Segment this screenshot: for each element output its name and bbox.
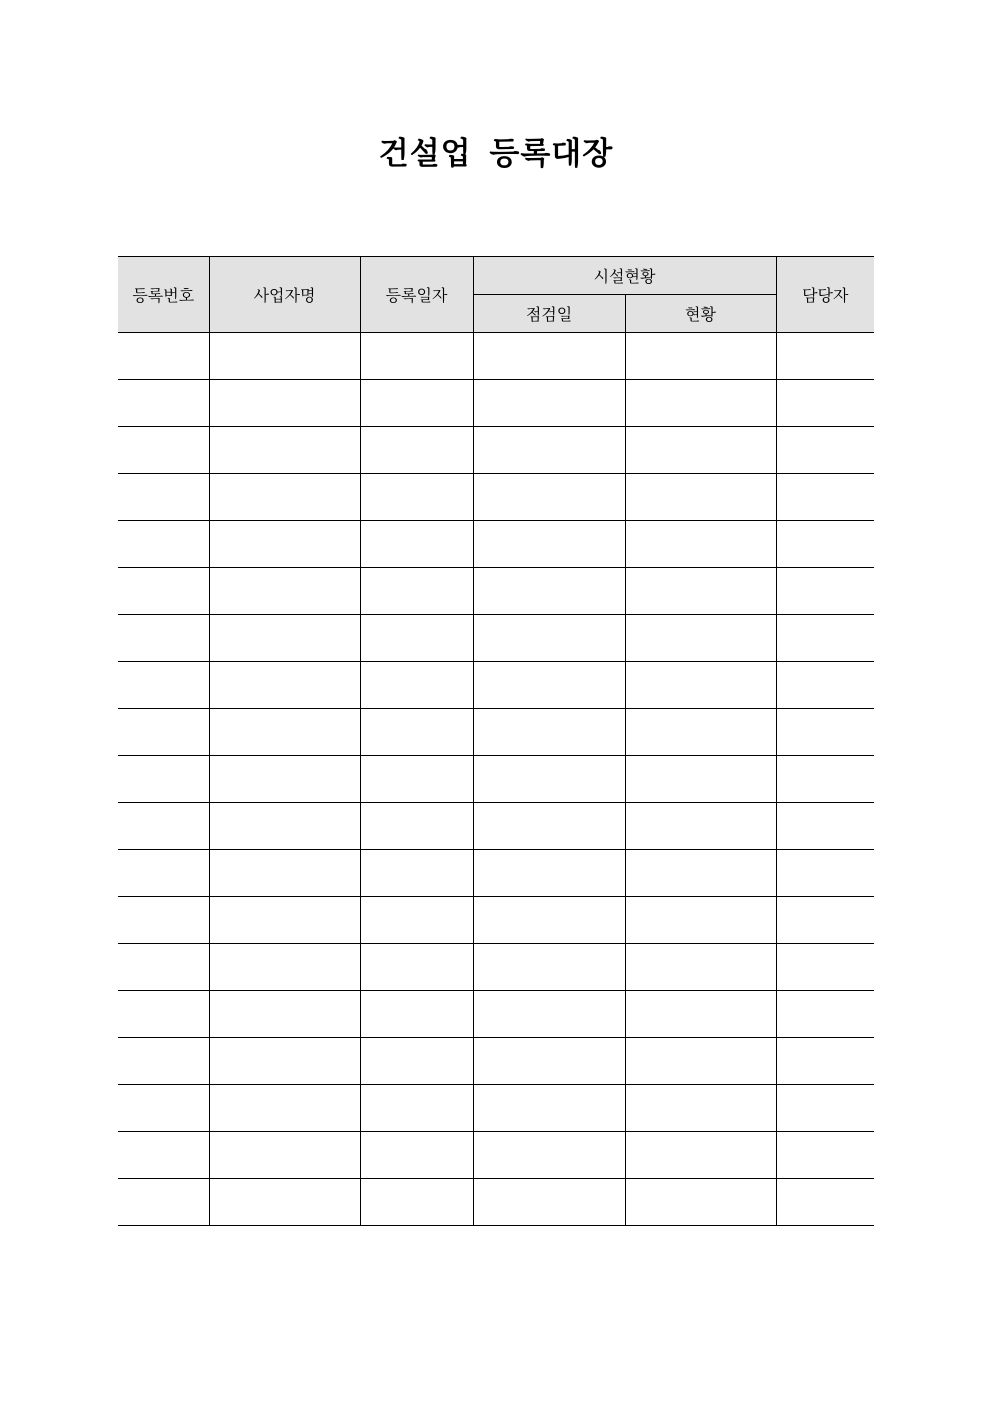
reg-date-cell[interactable] — [360, 756, 473, 803]
table-row — [118, 521, 874, 568]
reg-no-cell[interactable] — [118, 1038, 209, 1085]
table-row — [118, 333, 874, 380]
reg-no-cell[interactable] — [118, 333, 209, 380]
header-inspection-date: 점검일 — [473, 295, 625, 333]
business-name-cell[interactable] — [209, 1179, 360, 1226]
table-row — [118, 803, 874, 850]
document-title: 건설업 등록대장 — [378, 136, 614, 172]
inspection-date-cell[interactable] — [473, 897, 625, 944]
inspection-date-cell[interactable] — [473, 521, 625, 568]
reg-date-cell[interactable] — [360, 991, 473, 1038]
manager-cell[interactable] — [776, 709, 874, 756]
status-cell[interactable] — [625, 662, 776, 709]
manager-cell[interactable] — [776, 1085, 874, 1132]
inspection-date-cell[interactable] — [473, 1179, 625, 1226]
inspection-date-cell[interactable] — [473, 944, 625, 991]
status-cell[interactable] — [625, 850, 776, 897]
status-cell[interactable] — [625, 991, 776, 1038]
manager-cell[interactable] — [776, 991, 874, 1038]
header-business-name: 사업자명 — [209, 257, 360, 333]
status-cell[interactable] — [625, 1038, 776, 1085]
manager-cell[interactable] — [776, 662, 874, 709]
table-row — [118, 1179, 874, 1226]
table-row — [118, 991, 874, 1038]
inspection-date-cell[interactable] — [473, 1132, 625, 1179]
reg-no-cell[interactable] — [118, 474, 209, 521]
status-cell[interactable] — [625, 1179, 776, 1226]
manager-cell[interactable] — [776, 803, 874, 850]
business-name-cell[interactable] — [209, 427, 360, 474]
inspection-date-cell[interactable] — [473, 756, 625, 803]
reg-date-cell[interactable] — [360, 662, 473, 709]
inspection-date-cell[interactable] — [473, 1038, 625, 1085]
reg-date-cell[interactable] — [360, 803, 473, 850]
reg-date-cell[interactable] — [360, 521, 473, 568]
reg-no-cell[interactable] — [118, 615, 209, 662]
manager-cell[interactable] — [776, 427, 874, 474]
reg-no-cell[interactable] — [118, 944, 209, 991]
table-header — [118, 257, 874, 333]
reg-no-cell[interactable] — [118, 803, 209, 850]
business-name-cell[interactable] — [209, 333, 360, 380]
table-row — [118, 897, 874, 944]
reg-date-cell[interactable] — [360, 615, 473, 662]
business-name-cell[interactable] — [209, 474, 360, 521]
manager-cell[interactable] — [776, 474, 874, 521]
table-row — [118, 568, 874, 615]
reg-date-cell[interactable] — [360, 427, 473, 474]
status-cell[interactable] — [625, 1085, 776, 1132]
reg-no-cell[interactable] — [118, 1132, 209, 1179]
inspection-date-cell[interactable] — [473, 850, 625, 897]
reg-date-cell[interactable] — [360, 1132, 473, 1179]
status-cell[interactable] — [625, 803, 776, 850]
business-name-cell[interactable] — [209, 850, 360, 897]
reg-date-cell[interactable] — [360, 944, 473, 991]
reg-no-cell[interactable] — [118, 897, 209, 944]
inspection-date-cell[interactable] — [473, 662, 625, 709]
reg-no-cell[interactable] — [118, 662, 209, 709]
reg-no-cell[interactable] — [118, 521, 209, 568]
inspection-date-cell[interactable] — [473, 474, 625, 521]
inspection-date-cell[interactable] — [473, 1085, 625, 1132]
inspection-date-cell[interactable] — [473, 803, 625, 850]
status-cell[interactable] — [625, 897, 776, 944]
table-row — [118, 850, 874, 897]
reg-no-cell[interactable] — [118, 850, 209, 897]
business-name-cell[interactable] — [209, 803, 360, 850]
table-row — [118, 1132, 874, 1179]
status-cell[interactable] — [625, 756, 776, 803]
reg-no-cell[interactable] — [118, 1179, 209, 1226]
manager-cell[interactable] — [776, 897, 874, 944]
header-reg-no: 등록번호 — [118, 257, 209, 333]
table-row — [118, 662, 874, 709]
inspection-date-cell[interactable] — [473, 568, 625, 615]
business-name-cell[interactable] — [209, 615, 360, 662]
reg-no-cell[interactable] — [118, 709, 209, 756]
reg-date-cell[interactable] — [360, 1038, 473, 1085]
status-cell[interactable] — [625, 521, 776, 568]
table-row — [118, 615, 874, 662]
table-row — [118, 474, 874, 521]
inspection-date-cell[interactable] — [473, 333, 625, 380]
table-row — [118, 709, 874, 756]
business-name-cell[interactable] — [209, 1132, 360, 1179]
reg-no-cell[interactable] — [118, 380, 209, 427]
reg-date-cell[interactable] — [360, 850, 473, 897]
table-row — [118, 944, 874, 991]
business-name-cell[interactable] — [209, 380, 360, 427]
inspection-date-cell[interactable] — [473, 991, 625, 1038]
header-status: 현황 — [625, 295, 776, 333]
header-facility-status: 시설현황 — [473, 257, 776, 295]
business-name-cell[interactable] — [209, 944, 360, 991]
business-name-cell[interactable] — [209, 568, 360, 615]
manager-cell[interactable] — [776, 1132, 874, 1179]
reg-date-cell[interactable] — [360, 474, 473, 521]
manager-cell[interactable] — [776, 380, 874, 427]
business-name-cell[interactable] — [209, 897, 360, 944]
manager-cell[interactable] — [776, 1179, 874, 1226]
status-cell[interactable] — [625, 709, 776, 756]
reg-no-cell[interactable] — [118, 1085, 209, 1132]
table-row — [118, 756, 874, 803]
status-cell[interactable] — [625, 427, 776, 474]
status-cell[interactable] — [625, 333, 776, 380]
header-row-top — [118, 257, 874, 295]
status-cell[interactable] — [625, 944, 776, 991]
reg-date-cell[interactable] — [360, 568, 473, 615]
business-name-cell[interactable] — [209, 991, 360, 1038]
manager-cell[interactable] — [776, 756, 874, 803]
inspection-date-cell[interactable] — [473, 709, 625, 756]
manager-cell[interactable] — [776, 568, 874, 615]
registration-table — [118, 256, 874, 1226]
status-cell[interactable] — [625, 615, 776, 662]
status-cell[interactable] — [625, 474, 776, 521]
reg-no-cell[interactable] — [118, 991, 209, 1038]
header-manager: 담당자 — [776, 257, 874, 333]
reg-date-cell[interactable] — [360, 1085, 473, 1132]
reg-no-cell[interactable] — [118, 756, 209, 803]
reg-date-cell[interactable] — [360, 1179, 473, 1226]
status-cell[interactable] — [625, 568, 776, 615]
header-reg-date: 등록일자 — [360, 257, 473, 333]
table-row — [118, 1038, 874, 1085]
status-cell[interactable] — [625, 380, 776, 427]
business-name-cell[interactable] — [209, 662, 360, 709]
manager-cell[interactable] — [776, 615, 874, 662]
business-name-cell[interactable] — [209, 1085, 360, 1132]
business-name-cell[interactable] — [209, 709, 360, 756]
manager-cell[interactable] — [776, 850, 874, 897]
inspection-date-cell[interactable] — [473, 380, 625, 427]
reg-no-cell[interactable] — [118, 427, 209, 474]
table-body — [118, 333, 874, 1226]
business-name-cell[interactable] — [209, 756, 360, 803]
reg-date-cell[interactable] — [360, 333, 473, 380]
manager-cell[interactable] — [776, 333, 874, 380]
status-cell[interactable] — [625, 1132, 776, 1179]
reg-date-cell[interactable] — [360, 897, 473, 944]
manager-cell[interactable] — [776, 944, 874, 991]
table-row — [118, 380, 874, 427]
table-row — [118, 427, 874, 474]
business-name-cell[interactable] — [209, 1038, 360, 1085]
reg-date-cell[interactable] — [360, 380, 473, 427]
table-row — [118, 1085, 874, 1132]
business-name-cell[interactable] — [209, 521, 360, 568]
inspection-date-cell[interactable] — [473, 427, 625, 474]
inspection-date-cell[interactable] — [473, 615, 625, 662]
reg-date-cell[interactable] — [360, 709, 473, 756]
reg-no-cell[interactable] — [118, 568, 209, 615]
manager-cell[interactable] — [776, 1038, 874, 1085]
manager-cell[interactable] — [776, 521, 874, 568]
